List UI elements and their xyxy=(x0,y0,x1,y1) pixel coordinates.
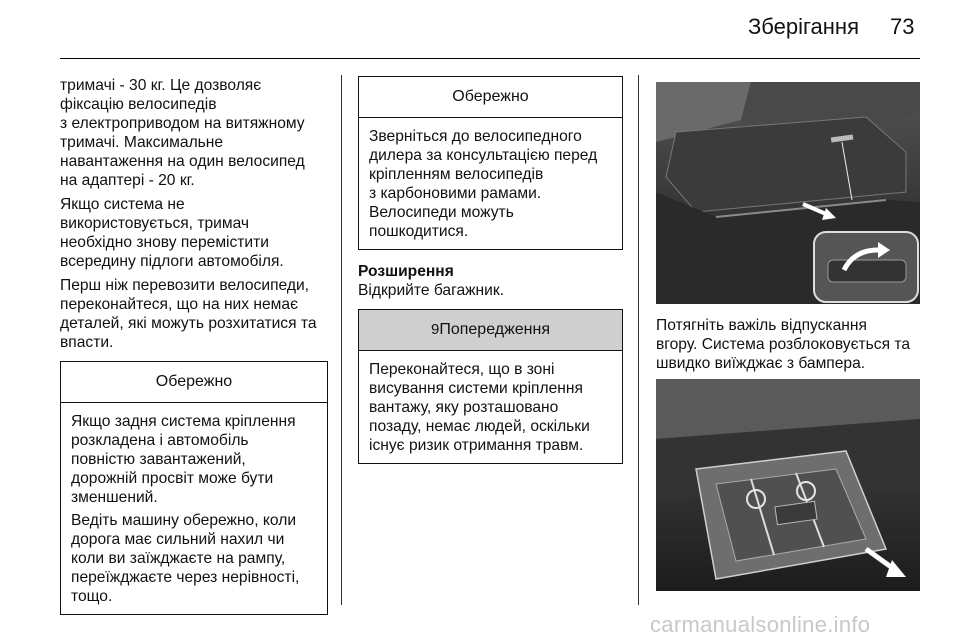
caution-title: Обережно xyxy=(359,77,622,118)
header-rule xyxy=(60,58,920,59)
text-line: зменшений. xyxy=(71,489,158,506)
text-line: Велосипеди можуть xyxy=(369,204,514,221)
text-line: Якщо система не xyxy=(60,196,185,213)
text-line: Ведіть машину обережно, коли xyxy=(71,512,297,529)
caution-box xyxy=(60,361,328,615)
text-line: пошкодитися. xyxy=(369,223,469,240)
text-line: розкладена і автомобіль xyxy=(71,432,249,449)
middle-column xyxy=(358,76,623,478)
caution-body xyxy=(359,118,622,249)
text-line: фіксацію велосипедів xyxy=(60,96,217,113)
figure-release-lever xyxy=(656,82,920,304)
text-line: кріпленням велосипедів xyxy=(369,166,544,183)
text-line: деталей, які можуть розхитатися та xyxy=(60,315,317,332)
column-divider-left xyxy=(341,75,342,605)
page-number: 73 xyxy=(890,14,915,39)
text-line: тримачі - 30 кг. Це дозволяє xyxy=(60,77,262,94)
right-column xyxy=(656,82,920,591)
text-line: впасти. xyxy=(60,334,114,351)
text-line: на адаптері - 20 кг. xyxy=(60,172,195,189)
text-line: тощо. xyxy=(71,588,113,605)
text-line: швидко виїжджає з бампера. xyxy=(656,355,866,372)
paragraph-payload xyxy=(60,76,328,190)
text-line: дилера за консультацією перед xyxy=(369,147,598,164)
text-line: дорожній просвіт може бути xyxy=(71,470,274,487)
paragraph-storage xyxy=(60,195,328,271)
caution-title: Обережно xyxy=(61,362,327,403)
text-line: з карбоновими рамами. xyxy=(369,185,542,202)
text-line: навантаження на один велосипед xyxy=(60,153,305,170)
text-line: Потягніть важіль відпускання xyxy=(656,317,867,334)
left-column xyxy=(60,76,328,629)
section-text-open-trunk: Відкрийте багажник. xyxy=(358,282,505,299)
caution-body xyxy=(61,403,327,614)
text-line: Якщо задня система кріплення xyxy=(71,413,296,430)
text-line: переїжджаєте через нерівності, xyxy=(71,569,300,586)
section-heading-extension: Розширення xyxy=(358,263,454,280)
text-line: Перш ніж перевозити велосипеди, xyxy=(60,277,309,294)
warning-body xyxy=(359,351,622,463)
text-line: коли ви заїжджаєте на рампу, xyxy=(71,550,286,567)
caution-box-carbon xyxy=(358,76,623,250)
figure-caption-pull-lever xyxy=(656,316,920,373)
text-line: вгору. Система розблоковується та xyxy=(656,336,910,353)
column-divider-right xyxy=(638,75,639,605)
text-line: Зверніться до велосипедного xyxy=(369,128,582,145)
warning-paragraph xyxy=(369,360,612,455)
text-line: тримачі. Максимальне xyxy=(60,134,224,151)
caution-paragraph-drive-carefully xyxy=(71,511,317,606)
text-line: існує ризик отримання травм. xyxy=(369,437,584,454)
text-line: висування системи кріплення xyxy=(369,380,583,397)
paragraph-check-bikes xyxy=(60,276,328,352)
warning-title-text: Попередження xyxy=(439,321,551,338)
warning-title xyxy=(359,310,622,351)
text-line: позаду, немає людей, оскільки xyxy=(369,418,590,435)
text-line: переконайтеся, що на них немає xyxy=(60,296,299,313)
text-line: повністю завантажений, xyxy=(71,451,246,468)
watermark: carmanualsonline.info xyxy=(650,612,871,637)
page-header-title: Зберігання xyxy=(748,14,859,39)
text-line: з електроприводом на витяжному xyxy=(60,115,305,132)
text-line: вантажу, яку розташовано xyxy=(369,399,559,416)
figure-carrier-extended xyxy=(656,379,920,591)
warning-box xyxy=(358,309,623,464)
warning-triangle-icon: 9 xyxy=(430,321,440,338)
text-line: використовується, тримач xyxy=(60,215,250,232)
caution-paragraph-carbon-frames xyxy=(369,127,612,241)
text-line: дорога має сильний нахил чи xyxy=(71,531,285,548)
text-line: всередину підлоги автомобіля. xyxy=(60,253,284,270)
text-line: Переконайтеся, що в зоні xyxy=(369,361,555,378)
text-line: необхідно знову перемістити xyxy=(60,234,270,251)
caution-paragraph-ground-clearance xyxy=(71,412,317,507)
